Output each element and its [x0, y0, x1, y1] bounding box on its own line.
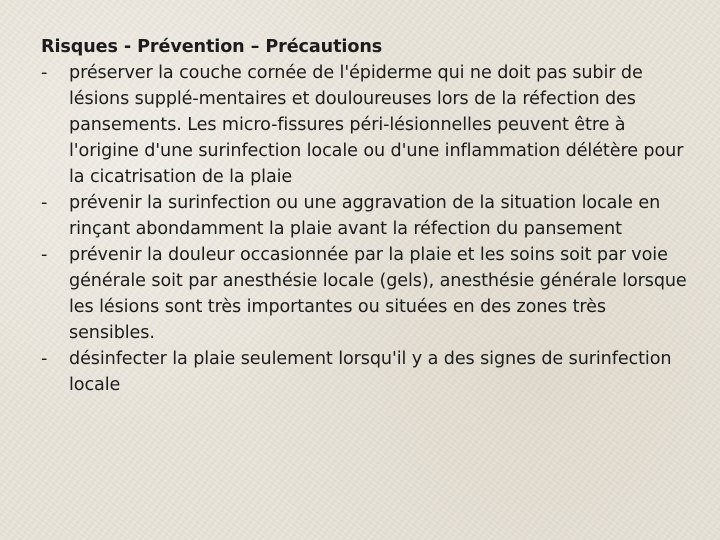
list-item-text: désinfecter la plaie seulement lorsqu'il y a des signes de surinfection locale	[69, 349, 672, 395]
bullet-dash: -	[41, 193, 48, 213]
list-item	[41, 60, 691, 190]
list-item-text: prévenir la douleur occasionnée par la plaie et les soins soit par voie générale soit par anesthésie locale (gels), anesthésie générale lorsque les lésions sont très importantes ou situées en des zones très sensibles.	[69, 245, 687, 343]
bullet-dash: -	[41, 245, 48, 265]
list-item	[41, 346, 691, 398]
list-item	[41, 190, 691, 242]
slide-title: Risques - Prévention – Précautions	[41, 37, 383, 57]
bullet-dash: -	[41, 63, 48, 83]
bullet-list	[41, 60, 691, 398]
bullet-dash: -	[41, 349, 48, 369]
slide-content	[41, 34, 691, 398]
list-item	[41, 242, 691, 346]
list-item-text: préserver la couche cornée de l'épiderme qui ne doit pas subir de lésions supplé-mentaires et douloureuses lors de la réfection des pansements. Les micro-fissures péri-lésionnelles peuvent être à l'origine d'une surinfection locale ou d'une inflammation délétère pour la cicatrisation de la plaie	[69, 63, 684, 187]
list-item-text: prévenir la surinfection ou une aggravation de la situation locale en rinçant abondamment la plaie avant la réfection du pansement	[69, 193, 661, 239]
